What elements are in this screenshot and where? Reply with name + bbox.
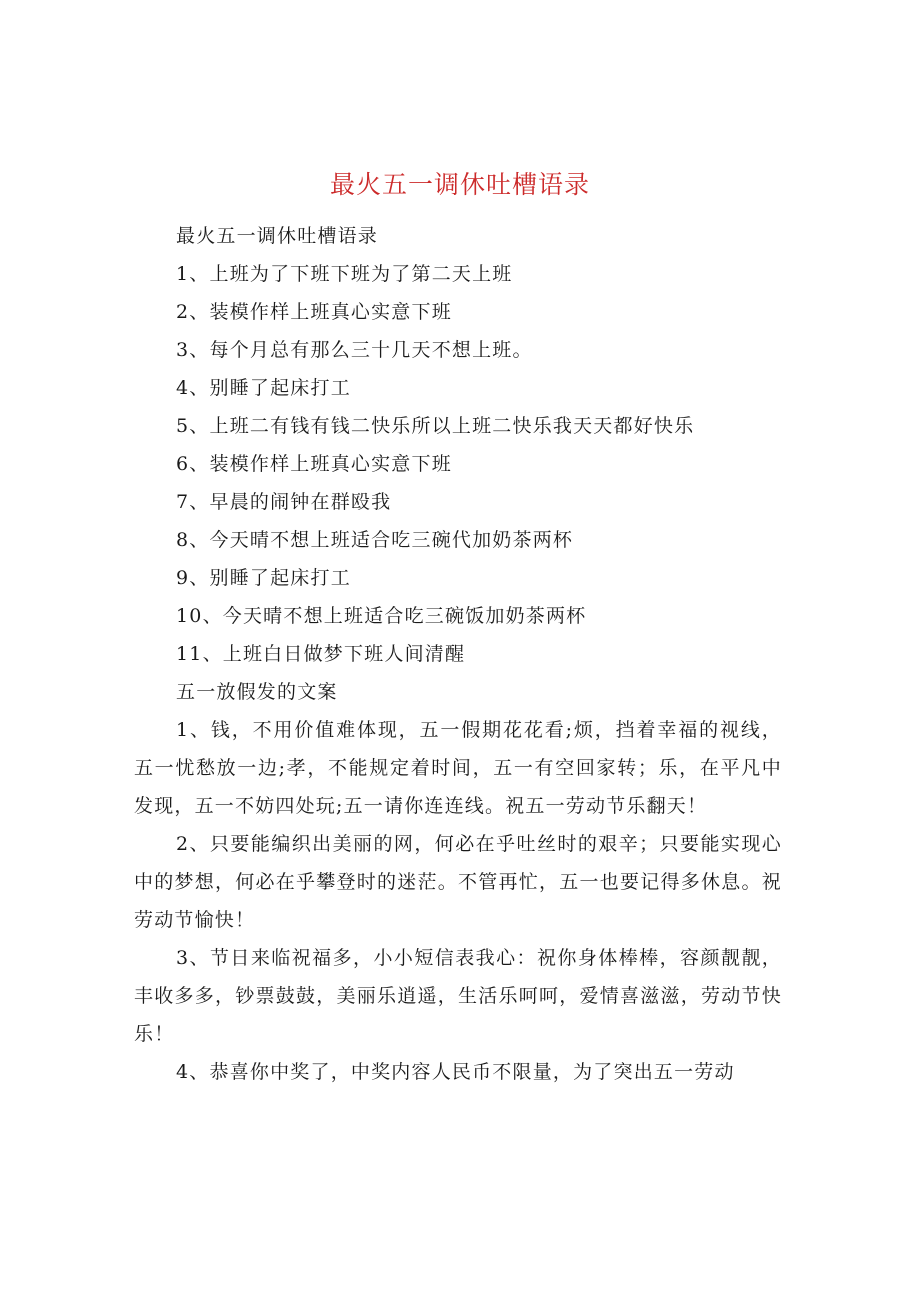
quote-item: 1、上班为了下班下班为了第二天上班 — [176, 263, 513, 285]
section-heading: 五一放假发的文案 — [176, 681, 338, 703]
quote-item: 6、装模作样上班真心实意下班 — [176, 453, 452, 475]
wish-paragraph: 3、节日来临祝福多，小小短信表我心：祝你身体棒棒，容颜靓靓，丰收多多，钞票鼓鼓，美丽乐逍遥，生活乐呵呵，爱情喜滋滋，劳动节快乐！ — [134, 947, 782, 1045]
intro-heading: 最火五一调休吐槽语录 — [176, 225, 379, 247]
quote-item: 8、今天晴不想上班适合吃三碗代加奶茶两杯 — [176, 529, 574, 551]
wish-paragraph: 4、恭喜你中奖了，中奖内容人民币不限量，为了突出五一劳动 — [176, 1061, 735, 1083]
quote-item: 9、别睡了起床打工 — [176, 567, 351, 589]
quote-item: 3、每个月总有那么三十几天不想上班。 — [176, 339, 533, 361]
wish-paragraph: 2、只要能编织出美丽的网，何必在乎吐丝时的艰辛；只要能实现心中的梦想，何必在乎攀登时的迷茫。不管再忙，五一也要记得多休息。祝劳动节愉快！ — [134, 833, 782, 931]
quote-item: 11、上班白日做梦下班人间清醒 — [176, 643, 466, 665]
quote-item: 10、今天晴不想上班适合吃三碗饭加奶茶两杯 — [176, 605, 587, 627]
quote-item: 4、别睡了起床打工 — [176, 377, 351, 399]
document-body — [134, 217, 782, 1091]
quote-item: 7、早晨的闹钟在群殴我 — [176, 491, 392, 513]
quote-item: 2、装模作样上班真心实意下班 — [176, 301, 452, 323]
wish-paragraph: 1、钱，不用价值难体现，五一假期花花看;烦，挡着幸福的视线，五一忧愁放一边;孝，不能规定着时间，五一有空回家转；乐，在平凡中发现，五一不妨四处玩;五一请你连连线。祝五一劳动节乐翻天！ — [134, 719, 782, 817]
quote-item: 5、上班二有钱有钱二快乐所以上班二快乐我天天都好快乐 — [176, 415, 695, 437]
document-title: 最火五一调休吐槽语录 — [329, 170, 590, 199]
